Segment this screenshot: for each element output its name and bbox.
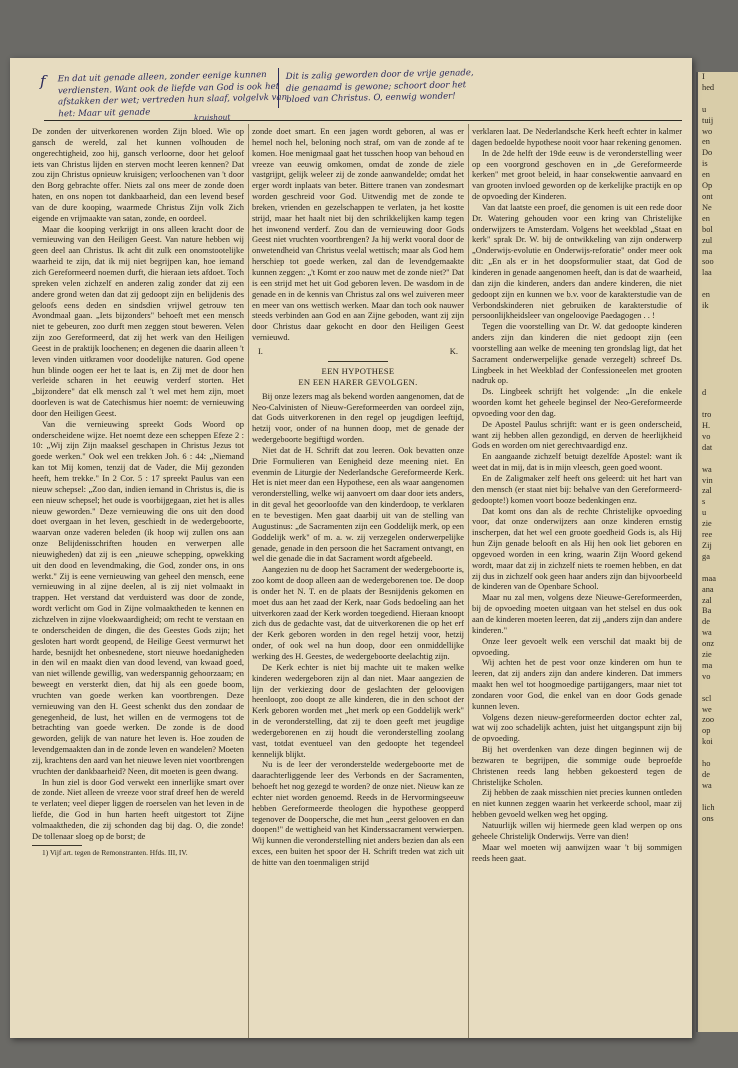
paragraph: Niet dat de H. Schrift dat zou leeren. Ook bevatten onze Drie Formulieren van Eenigheid deze meening niet. En evenmin de Liturgie der Nederlandsche Gereformeerde Kerk. Het is niet meer dan een Hypothese, een als waar aangenomen veronderstelling, welke wij aanvoert om daar door iets anders, in dit geval het geoorloofde van den kinderdoop, te verklaren en te bevestigen. Men gaat daarbij uit van de stelling van Augustinus: „de Sacramenten zijn een Goddelijk merk, op een Goddelijk werk" of m. a. w. zij verzegelen onderwerpelijke genade, genade in den persoon die het Sacrament ontvangt, en wel die genade die in dat Sacrament wordt afgebeeld. (252, 444, 464, 564)
adjacent-page-fragment: en (702, 137, 710, 147)
handwritten-bracket (278, 68, 285, 108)
adjacent-page-fragment: zie (702, 650, 712, 660)
signature-right: K. (449, 345, 458, 356)
paragraph: Tegen die voorstelling van Dr. W. dat gedoopte kinderen anders zijn dan kinderen die niet gedoopt zijn (een voorstelling aan welke de meening ten grondslag ligt, dat het Sacrament onderwerpelijke genade verzegelt) schreef Ds. Lingbeek in het Weekblad der Confessioneelen met grooten nadruk op. (472, 321, 682, 386)
paragraph: Onze leer gevoelt welk een verschil dat maakt bij de opvoeding. (472, 635, 682, 657)
adjacent-page-fragment: Op (702, 181, 713, 191)
paragraph: Bij onze lezers mag als bekend worden aangenomen, dat de Neo-Calvinisten of Nieuw-Gereformeerden van oordeel zijn, dat Gods uitverkorenen in den regel op jeugdigen leeftijd, hetzij voor, onder of na hunnen doop, met de genade der wedergeboorte begiftigd worden. (252, 390, 464, 445)
adjacent-page-fragment: s (702, 497, 706, 507)
adjacent-page-fragment: koi (702, 737, 713, 747)
adjacent-page-fragment: ma (702, 660, 713, 670)
adjacent-page-fragment: wa (702, 464, 712, 474)
adjacent-page-fragment: laa (702, 268, 712, 278)
adjacent-page-fragment: Zij (702, 540, 712, 550)
headline-line-2: EN EEN HARER GEVOLGEN. (298, 376, 418, 387)
headline-line-1: EEN HYPOTHESE (321, 365, 395, 376)
paragraph: Maar nu zal men, volgens deze Nieuwe-Gereformeerden, bij de opvoeding moeten uitgaan van het stelsel en dus ook aan de kinderen moeten leeren, dat zij „anders zijn dan andere kinderen." (472, 592, 682, 635)
adjacent-page-fragment: zal (702, 595, 712, 605)
adjacent-page-fragment: hed (702, 82, 715, 92)
adjacent-page-fragment (702, 399, 738, 410)
adjacent-page-fragment: tro (702, 410, 712, 420)
section-divider (328, 361, 388, 362)
adjacent-page-fragment: H. (702, 421, 711, 430)
paragraph: Maar wel moeten wij aanwijzen waar 't bij sommigen reeds heen gaat. (472, 841, 682, 863)
adjacent-page-fragment: de (702, 617, 710, 627)
article-headline (252, 366, 464, 388)
adjacent-page-fragment (702, 345, 738, 356)
article-signature (258, 346, 458, 357)
paragraph: Volgens dezen nieuw-gereformeerden doctor echter zal, wat wij zoo schadelijk achten, juist het uitgangspunt zijn bij de opvoeding. (472, 711, 682, 744)
adjacent-page-fragment: ont (702, 191, 713, 201)
adjacent-page-fragment (702, 748, 738, 759)
margin-handwriting-mark: f (40, 72, 46, 90)
paragraph: Natuurlijk willen wij hiermede geen klad werpen op ons geheele Christelijk Onderwijs. Verre van dien! (472, 820, 682, 841)
adjacent-page-fragment: de (702, 770, 710, 779)
adjacent-page-fragment: lich (702, 802, 715, 812)
paragraph: Aangezien nu de doop het Sacrament der wedergeboorte is, zoo komt de doop alleen aan de wedergeborenen toe. De doop is onder het N. T. en de plaats der Besnijdenis gekomen en moet dus aan het zaad der Kerk, naar Gods bedoeling aan het uitverkoren zaad der Kerk worden toegediend. Hieraan knoopt zich dus de gedachte vast, dat de uitverkorenen die op het erf der Kerk geboren worden in den regel hetzij voor, hetzij onder, of ook wel na hun doop, door een onmiddellijke werking des H. Geestes, de wedergeboorte deelachtig zijn. (252, 564, 464, 661)
paragraph: zonde doet smart. En een jagen wordt geboren, al was er hemel noch hel, beloning noch straf, om van de zonde af te komen. Hoe menigmaal gaat het tusschen hoop van behoud en vreeze van eeuwig omkomen, omdat de zonde de ziele vastgrijpt, gelijk weleer zij de zonde aanwandelde; omdat het erger wordt inplaats van beter. Bittere tranen van zondesmart worden geschreid voor God. Uitwendig met de zonde te breken, vrienden en gezelschappen te verlaten, ja het kostte strijd, maar het haalt niet bij den schrikkelijken kamp tegen het inwonend verderf. Zou dan de vernieuwing door Gods Geest niet vruchten voortbrengen? Ja hij werkt vooral door de onwetendheid van Christus veelal wettisch; maar als God hem herschiep tot goede werken, zal dan de levendgemaakte kunnen zeggen: „'t Komt er zoo nauw met de zonde niet?" Dat is een strijd met het uit God geboren leven. De wasdom in de genade en in de kennis van Christus zal ons wel zuiveren meer en meer van ons wettisch werken. Maar dan toch ook nauwer steeds verbinden aan God en aan Zijne geboden, want zij zijn door Christus daar gekocht en door den Heiligen Geest vernieuwd. (252, 126, 464, 343)
paragraph: In hun ziel is door God verwekt een innerlijke smart over de zonde. Niet alleen de vreeze voor straf dreef hen de wereld te verlaten; veel dieper liggen de roerselen van het leven in de liefde, die God in hun harten heeft uitgestort tot Zijne volmaaktheden, die zij schonden dag bij dag. O, die zonde! De tollenaar sloeg op de borst; de (32, 776, 244, 841)
paragraph: Van dat laatste een proef, die genomen is uit een rede door Dr. Watering gehouden voor een kring van Christelijke onderwijzers te Amsterdam. Volgens het weekblad „Staat en kerk" sprak Dr. W. bij de ontwikkeling van zijn onderwerp „Onderwijs-evolutie en Onderwijs-reforatie" onder meer ook dit: „En als er in het doopsformulier staat, dat God de kinderen in genade aangenomen heeft, dan is dat de waarheid, dan zijn die kinderen, anders dan andere kinderen, die niet gedoopt zijn en kunnen we b.v. voor de karakterstudie van de Verbondskinderen niet gebruiken de karakterstudie of persoonlijkheidsleer van ongeloovige Paedagogen . . ! (472, 201, 682, 321)
handwritten-note-right: Dit is zalig geworden door de vrije genade, die genaamd is gewone; schoort door het bloed van Christus. O, eenwig wonder! (285, 68, 474, 105)
column-rule (468, 124, 469, 1038)
adjacent-page-fragment (702, 563, 738, 574)
footnote: 1) Vijf art. tegen de Remonstranten. Hfds. III, IV. (42, 847, 188, 857)
adjacent-page-fragment: zal (702, 486, 712, 496)
paragraph: Bij het overdenken van deze dingen beginnen wij de bezwaren te begrijpen, die sommige oude beproefde Christenen reeds lang hebben gekoesterd tegen de Christelijke Scholen. (472, 744, 682, 787)
paragraph: Ds. Lingbeek schrijft het volgende: „In die enkele woorden komt het geheele beginsel der Neo-Gereformeerde opvoeding voor den dag. (472, 386, 682, 418)
adjacent-page-fragment: en (702, 290, 710, 300)
adjacent-page-fragment (702, 323, 738, 334)
newspaper-page (10, 58, 692, 1038)
adjacent-page-fragment: I (702, 72, 705, 81)
adjacent-page-fragment: wo (702, 126, 713, 136)
adjacent-page-text (698, 72, 738, 825)
adjacent-page-fragment: zie (702, 519, 712, 529)
adjacent-page-fragment: ma (702, 246, 713, 256)
adjacent-page-fragment: vin (702, 475, 713, 485)
adjacent-page-fragment: Ne (702, 202, 712, 212)
adjacent-page-fragment: Do (702, 148, 713, 158)
adjacent-page-fragment: zul (702, 235, 713, 245)
adjacent-page-fragment: bol (702, 224, 713, 234)
adjacent-page-fragment (702, 334, 738, 345)
adjacent-page-fragment: soo (702, 257, 714, 267)
adjacent-page-fragment (702, 454, 738, 465)
adjacent-page-fragment: u (702, 508, 707, 518)
adjacent-page-fragment: ga (702, 551, 710, 561)
adjacent-page-fragment: vo (702, 431, 711, 441)
paragraph: Zij hebben de zaak misschien niet precies kunnen ontleden en niet kunnen zeggen waarin het verkeerde school, maar zij hebben gevoeld welken weg het opging. (472, 787, 682, 820)
adjacent-page-fragment: ik (702, 301, 709, 311)
adjacent-page-fragment (702, 312, 738, 323)
column-1 (32, 126, 244, 857)
adjacent-page (696, 72, 738, 1032)
adjacent-page-fragment: zoo (702, 715, 715, 725)
handwritten-insert: kruishout (193, 112, 231, 123)
adjacent-page-fragment (702, 356, 738, 367)
adjacent-page-fragment: onz (702, 639, 715, 649)
paragraph: Wij achten het de pest voor onze kinderen om hun te leeren, dat zij anders zijn dan andere kinderen. Dat immers maakt hen wel tot hoogmoedige partijgangers, maar niet tot zondaren voor God, die enkel van en door Gods genade kunnen leven. (472, 657, 682, 711)
paragraph: En de Zaligmaker zelf heeft ons geleerd: uit het hart van den mensch (er staat niet bij: behalve van den Gereformeerd-gedoopte!) komen voort booze bedenkingen enz. (472, 473, 682, 505)
paragraph: Nu is de leer der veronderstelde wedergeboorte met de daarachterliggende leer des Verbonds en der Sacramenten, behoeft het nog gezegd te worden? de onze niet. Nieuw kan ze echter niet worden genoemd. Reeds in de Hervormingseeuw hebben Gereformeerde theologen die hypothese geopperd tegenover de Doopersche, die met hun „eerst gelooven en dan doopen!" de wettigheid van het Kinderssacrament verwierpen. Wij kunnen die veronderstelling niet anders bezien dan als een exces, een buiten het spoor der H. Schrift treden wat zich uit de hitte van den toenmaligen strijd (252, 759, 464, 867)
handwritten-note-left: En dat uit genade alleen, zonder eenige kunnen verdiensten. Want ook de liefde van God is ook het afstakken der wet; vertreden hun slaaf, volgelvk van het: Maar uit genade (57, 70, 288, 119)
adjacent-page-fragment: d (702, 388, 707, 398)
adjacent-page-fragment: scl (702, 693, 712, 703)
adjacent-page-fragment (702, 683, 738, 694)
adjacent-page-fragment: tuij (702, 115, 714, 125)
adjacent-page-fragment: u (702, 104, 707, 114)
footnote-rule (32, 845, 82, 846)
adjacent-page-fragment: maa (702, 573, 716, 583)
paragraph: De Apostel Paulus schrijft: want er is geen onderscheid, want zij hebben allen gezondigd, en derven de heerlijkheid Gods en worden om niet gerechtvaardigd enz. (472, 418, 682, 451)
adjacent-page-fragment (702, 94, 738, 105)
paragraph: En aangaande zichzelf betuigt dezelfde Apostel: want ik weet dat in mij, dat is in mijn vleesch, geen goed woont. (472, 451, 682, 473)
paragraph: In de 2de helft der 19de eeuw is de veronderstelling weer op een voorgrond geschoven en in „de Gereformeerde kerken" met groot beleid, in haar consekwentie aanvaard en van grooten invloed geworden op de kerkelijke practijk en op de opvoeding der Kinderen. (472, 147, 682, 202)
adjacent-page-fragment: dat (702, 442, 713, 452)
adjacent-page-fragment (702, 377, 738, 388)
adjacent-page-fragment (702, 279, 738, 290)
adjacent-page-fragment (702, 792, 738, 803)
column-2 (252, 126, 464, 868)
header-rule (44, 120, 682, 121)
column-rule (248, 124, 249, 1038)
adjacent-page-fragment: Ba (702, 606, 712, 616)
paragraph: verklaren laat. De Nederlandsche Kerk heeft echter in kalmer dagen bedoelde hypothese nooit voor haar rekening genomen. (472, 126, 682, 147)
paragraph: De zonden der uitverkorenen worden Zijn bloed. Wie op gansch de wereld, zal het kunnen volhouden de ongerechtigheid, zoo hij, gansch verloorne, door het geloof iets van Christus lijden en sterven mocht leeren kennen? Dat zou zijn Christus opnieuw kruisigen; verloochenen van 't door den Borg gebrachte offer. Niets zal ons meer de zonde doen haten, en ons nopen tot dankbaarheid, dan een levend besef van de dure kooping, waarmede Christus Zijn volk Zich eigende en vrijmaakte van satan, zonde, en oordeel. (32, 126, 244, 223)
adjacent-page-fragment: ana (702, 584, 714, 594)
adjacent-page-fragment: wa (702, 628, 712, 638)
adjacent-page-fragment: vo (702, 671, 711, 681)
paragraph: De Kerk echter is niet bij machte uit te maken welke kinderen wedergeboren zijn al dan niet. Maar aangezien de lijn der verkiezing door de geslachten der geloovigen heenloopt, zoo doopt ze alle kinderen, die in den schoot der Kerk geboren worden met „het merk op een Goddelijk werk" in de veronderstelling, dat zij te doen geeft met jeugdige wedergeborenen en zij houdt die veronderstelling zoolang vast, totdat eventueel van den gedoopte het tegendeel kennelijk blijkt. (252, 661, 464, 759)
adjacent-page-fragment: is (702, 159, 708, 169)
adjacent-page-fragment: ho (702, 759, 711, 769)
adjacent-page-fragment: op (702, 726, 711, 736)
paragraph: Maar die kooping verkrijgt in ons alleen kracht door de vernieuwing van den Heiligen Geest. Van nature hebben wij geen deel aan Christus. Ik acht dit zulk een onomstootelijke waarheid te zijn, dat ik mij niet begrijpen kan, hoe iemand zich Gereformeerd noemen durft, die hieraan iets afdoet. Toch spreken velen zichzelf en anderen zalig zonder dat zij een andere grond weten dan dat zij gedoopt zijn en belijdenis des geloofs eens deden en sindsdien vrijwel getrouw ten Avondmaal gaan. „Iets bijzonders" behoeft met een mensch niet te gebeuren, zoo durft men zeggen stout beweren. Velen zijn zoo Gereformeerd, dat zij het werk van den Heiligen Geest in de praktijk loochenen; en degenen die daarin alleen 't leven vinden uitkramen voor doodelijke naturen. God opene hun blinde oogen eer het te laat is, en Zij met de door hen verleide scharen in het eeuwig verderf storten. Het „bijzondere" dat elk mensch zal 't wel met hem zijn, moet doorleven is wat de Catechismus hier noemt: de vernieuwing door den Heiligen Geest. (32, 223, 244, 418)
paragraph: Van die vernieuwing spreekt Gods Woord op onderscheidene wijze. Het noemt deze een scheppen Efeze 2 : 10: „Wij zijn Zijn maaksel geschapen in Christus Jezus tot goede werken." Ook wel een trekken Joh. 6 : 44: „Niemand kan tot Mij komen, tenzij dat de Vader, die Mij gezonden heeft, hem trekke." In 2 Cor. 5 : 17 spreekt Paulus van een nieuw schepsel: „Zoo dan, indien iemand in Christus is, die is een nieuw schepsel; het oude is voorbijgegaan, ziet het is alles nieuw geworden." Deze vernieuwing die ons uit den dood doet overgaan in het leven, geschiedt in de wedergeboorte, waarvan onze vaderen beleden (ik hoop wij zullen ons aan onze Belijdenisschriften houden en verwerpen alle nieuwigheden) dat zij is een „nieuwe schepping, opwekking uit den dood en levendmaking, die God, zonder ons, in ons werkt." Zij is eene vernieuwing van geheel den mensch, eene vernieuwing in al zijne deelen, al is zij niet volmaakt in trappen. Het verstand dat verduisterd was door de zonde, wordt verlicht om God in Zijne volmaaktheden te kennen en zichzelven in zijne vloekwaardigheid; om recht te verstaan en te onderscheiden de dingen, die des Geestes Gods zijn; het gesloten hart wordt geopend, de Heilige Geest vermurwt het harde, besnijdt het onbesnedene, stort nieuwe hoedanigheden in den wil en maakt dien van dood levend, van kwaad goed, van niet willende gewillig, van wederspannig gehoorzaam; en beweegt en versterkt dien, dat hij als een goede boom, vruchten van goede werken kan voortbrengen. Deze vernieuwing van den H. Geest schenkt dus den zondaar de genegenheid, de lust, het willen en de vermogens tot de betrachting van goede werken. De zonde is de dood geworden, gelijk de van nature het leven is. Hoe zouden de levendgemaakten dan in de zonde leven en wandelen? Moeten zij, krachtens den aard van het nieuwe leven niet voortbrengen vruchten der dankbaarheid? Neen, dit moeten is geen dwang. (32, 418, 244, 776)
adjacent-page-fragment: ree (702, 530, 713, 540)
adjacent-page-fragment: wa (702, 780, 712, 790)
column-3 (472, 126, 682, 863)
signature-left: I. (258, 345, 263, 356)
adjacent-page-fragment: en (702, 170, 710, 180)
adjacent-page-fragment: ons (702, 813, 714, 823)
adjacent-page-fragment (702, 366, 738, 377)
paragraph: Dat komt ons dan als de rechte Christelijke opvoeding voor, dat onze onderwijzers aan onze kinderen ernstig inscherpen, dat het wel een groote goedheid Gods is, als Hij hun Zijn genade belooft en als Hij hen ook liet geboren en opgevoed worden in een kring, waarin Zijn Woord gekend wordt, maar dat zij in zichzelf niets te roemen hebben, en dat zij dus in zichzelf ook geen haar anders zijn dan bijvoorbeeld de kinderen van de Openbare School. (472, 505, 682, 592)
adjacent-page-fragment: en (702, 213, 710, 223)
adjacent-page-fragment: we (702, 704, 712, 714)
